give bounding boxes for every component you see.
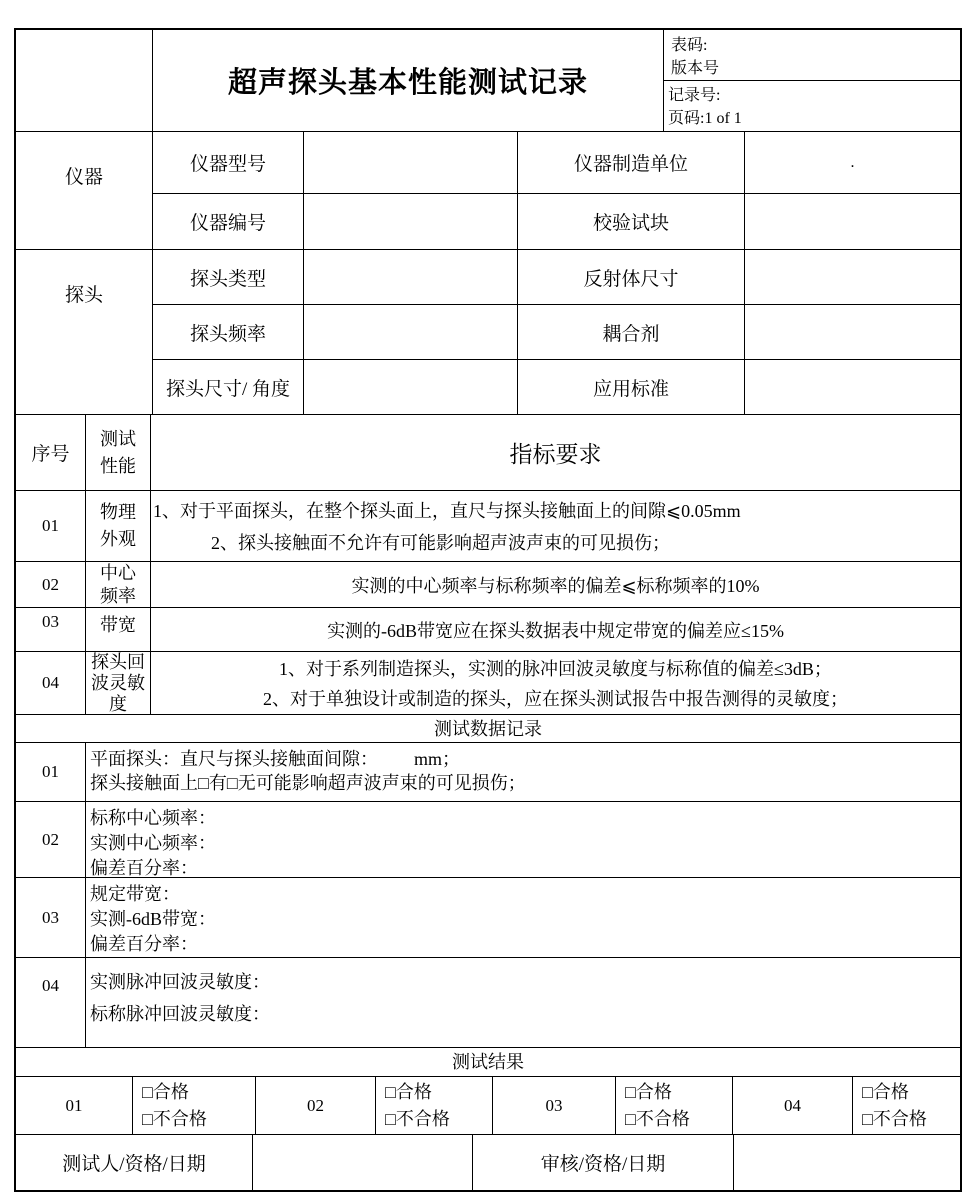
pass-checkbox[interactable]: □合格 [142, 1081, 189, 1102]
instrument-model-label: 仪器型号 [153, 132, 304, 193]
gap-measurement-line[interactable]: 平面探头：直尺与探头接触面间隙： mm； [90, 749, 461, 769]
pass-checkbox[interactable]: □合格 [862, 1081, 909, 1102]
section-title: 测试数据记录 [434, 719, 542, 739]
instrument-serial-value[interactable] [304, 194, 518, 249]
specified-bandwidth-line[interactable]: 规定带宽： [90, 884, 180, 904]
requirement-row-03 [16, 608, 960, 652]
fail-checkbox[interactable]: □不合格 [625, 1108, 690, 1129]
data-entry-area [86, 802, 960, 877]
test-record-form [14, 28, 962, 1192]
row-number: 02 [16, 562, 86, 607]
requirement-text: 1、对于平面探头，在整个探头面上，直尺与探头接触面上的间隙⩽0.05mm 2、探头接触面不允许有可能影响超声波声束的可见损伤； [153, 501, 741, 553]
section-title: 测试结果 [452, 1052, 524, 1072]
probe-row-2 [153, 305, 960, 360]
row-number: 03 [16, 878, 86, 957]
results-row [16, 1077, 960, 1135]
probe-frequency-label: 探头频率 [153, 305, 304, 359]
tester-signature-field[interactable] [253, 1135, 473, 1190]
result-checkboxes-04 [853, 1077, 960, 1134]
data-entry-area [86, 878, 960, 957]
row-number: 01 [16, 491, 86, 561]
data-row-01 [16, 743, 960, 802]
pass-checkbox[interactable]: □合格 [385, 1081, 432, 1102]
nominal-center-frequency-line[interactable]: 标称中心频率： [90, 808, 216, 828]
col-header-no: 序号 [16, 415, 86, 490]
instrument-group-label: 仪器 [64, 167, 103, 188]
calibration-block-value[interactable] [745, 194, 960, 249]
result-item-number: 04 [733, 1077, 853, 1134]
page-title: 超声探头基本性能测试记录 [227, 67, 588, 99]
fail-checkbox[interactable]: □不合格 [862, 1108, 927, 1129]
signature-row [16, 1135, 960, 1190]
couplant-label: 耦合剂 [518, 305, 745, 359]
probe-size-angle-value[interactable] [304, 360, 518, 414]
requirement-row-01 [16, 491, 960, 562]
data-entry-area [86, 958, 960, 1047]
title-cell [153, 30, 664, 131]
reflector-size-label: 反射体尺寸 [518, 250, 745, 304]
form-code-label: 表码: [671, 37, 708, 54]
row-number: 02 [16, 802, 86, 877]
probe-size-angle-label: 探头尺寸/ 角度 [153, 360, 304, 414]
reflector-size-value[interactable] [745, 250, 960, 304]
probe-type-label: 探头类型 [153, 250, 304, 304]
performance-name: 带宽 [86, 608, 151, 651]
reviewer-label: 审核/资格/日期 [473, 1135, 734, 1190]
row-number: 04 [16, 652, 86, 714]
application-standard-label: 应用标准 [518, 360, 745, 414]
result-checkboxes-02 [376, 1077, 493, 1134]
page-no-label: 页码:1 of 1 [668, 110, 742, 127]
couplant-value[interactable] [745, 305, 960, 359]
requirement-text: 实测的中心频率与标称频率的偏差⩽标称频率的10% [351, 575, 760, 596]
result-checkboxes-03 [616, 1077, 733, 1134]
probe-row-1 [153, 250, 960, 305]
tester-label: 测试人/资格/日期 [16, 1135, 253, 1190]
performance-name: 中心 频率 [86, 562, 151, 607]
row-number: 03 [16, 608, 86, 651]
pass-checkbox[interactable]: □合格 [625, 1081, 672, 1102]
data-entry-area [86, 743, 960, 801]
row-number: 01 [16, 743, 86, 801]
data-row-02 [16, 802, 960, 878]
results-section-header [16, 1048, 960, 1077]
logo-placeholder-cell [16, 30, 153, 131]
nominal-echo-sensitivity-line[interactable]: 标称脉冲回波灵敏度： [90, 1004, 270, 1024]
measured-echo-sensitivity-line[interactable]: 实测脉冲回波灵敏度： [90, 972, 270, 992]
instrument-section [16, 132, 960, 250]
data-row-04 [16, 958, 960, 1048]
reviewer-signature-field[interactable] [734, 1135, 960, 1190]
result-item-number: 02 [256, 1077, 376, 1134]
instrument-model-value[interactable] [304, 132, 518, 193]
probe-row-3 [153, 360, 960, 414]
version-label: 版本号 [671, 60, 720, 77]
probe-section [16, 250, 960, 415]
probe-group-label: 探头 [64, 285, 103, 306]
instrument-serial-label: 仪器编号 [153, 194, 304, 249]
instrument-group-cell [16, 132, 153, 249]
requirement-row-04 [16, 652, 960, 715]
row-number: 04 [16, 958, 86, 1047]
result-checkboxes-01 [133, 1077, 256, 1134]
fail-checkbox[interactable]: □不合格 [385, 1108, 450, 1129]
data-row-03 [16, 878, 960, 958]
damage-checkbox-line[interactable]: 探头接触面上□有□无可能影响超声波声束的可见损伤； [90, 773, 526, 793]
header-band [16, 30, 960, 132]
measured-center-frequency-line[interactable]: 实测中心频率： [90, 833, 216, 853]
result-item-number: 01 [16, 1077, 133, 1134]
performance-name: 探头回 波灵敏 度 [86, 652, 151, 714]
requirement-text: 1、对于系列制造探头，实测的脉冲回波灵敏度与标称值的偏差≤3dB； 2、对于单独设计或制造的探头，应在探头测试报告中报告测得的灵敏度； [263, 659, 848, 709]
deviation-percentage-line[interactable]: 偏差百分率： [90, 934, 198, 954]
probe-type-value[interactable] [304, 250, 518, 304]
deviation-percentage-line[interactable]: 偏差百分率： [90, 858, 198, 877]
result-item-number: 03 [493, 1077, 616, 1134]
requirement-text: 实测的-6dB带宽应在探头数据表中规定带宽的偏差应≤15% [327, 620, 784, 641]
requirement-row-02 [16, 562, 960, 608]
probe-frequency-value[interactable] [304, 305, 518, 359]
requirements-header-row [16, 415, 960, 491]
probe-group-cell [16, 250, 153, 414]
instrument-maker-value[interactable]: . [850, 153, 855, 171]
instrument-maker-label: 仪器制造单位 [518, 132, 745, 193]
meta-top-cell [664, 30, 960, 81]
instrument-row-2 [153, 194, 960, 249]
fail-checkbox[interactable]: □不合格 [142, 1108, 207, 1129]
meta-bottom-cell [664, 81, 960, 131]
performance-name: 物理 外观 [86, 491, 151, 561]
application-standard-value[interactable] [745, 360, 960, 414]
col-header-performance: 测试 性能 [86, 415, 151, 490]
instrument-row-1 [153, 132, 960, 194]
col-header-requirement: 指标要求 [509, 442, 602, 467]
meta-cell [664, 30, 960, 131]
record-no-label: 记录号: [668, 87, 721, 104]
data-record-section-header [16, 715, 960, 743]
measured-bandwidth-line[interactable]: 实测-6dB带宽： [90, 909, 216, 929]
calibration-block-label: 校验试块 [518, 194, 745, 249]
